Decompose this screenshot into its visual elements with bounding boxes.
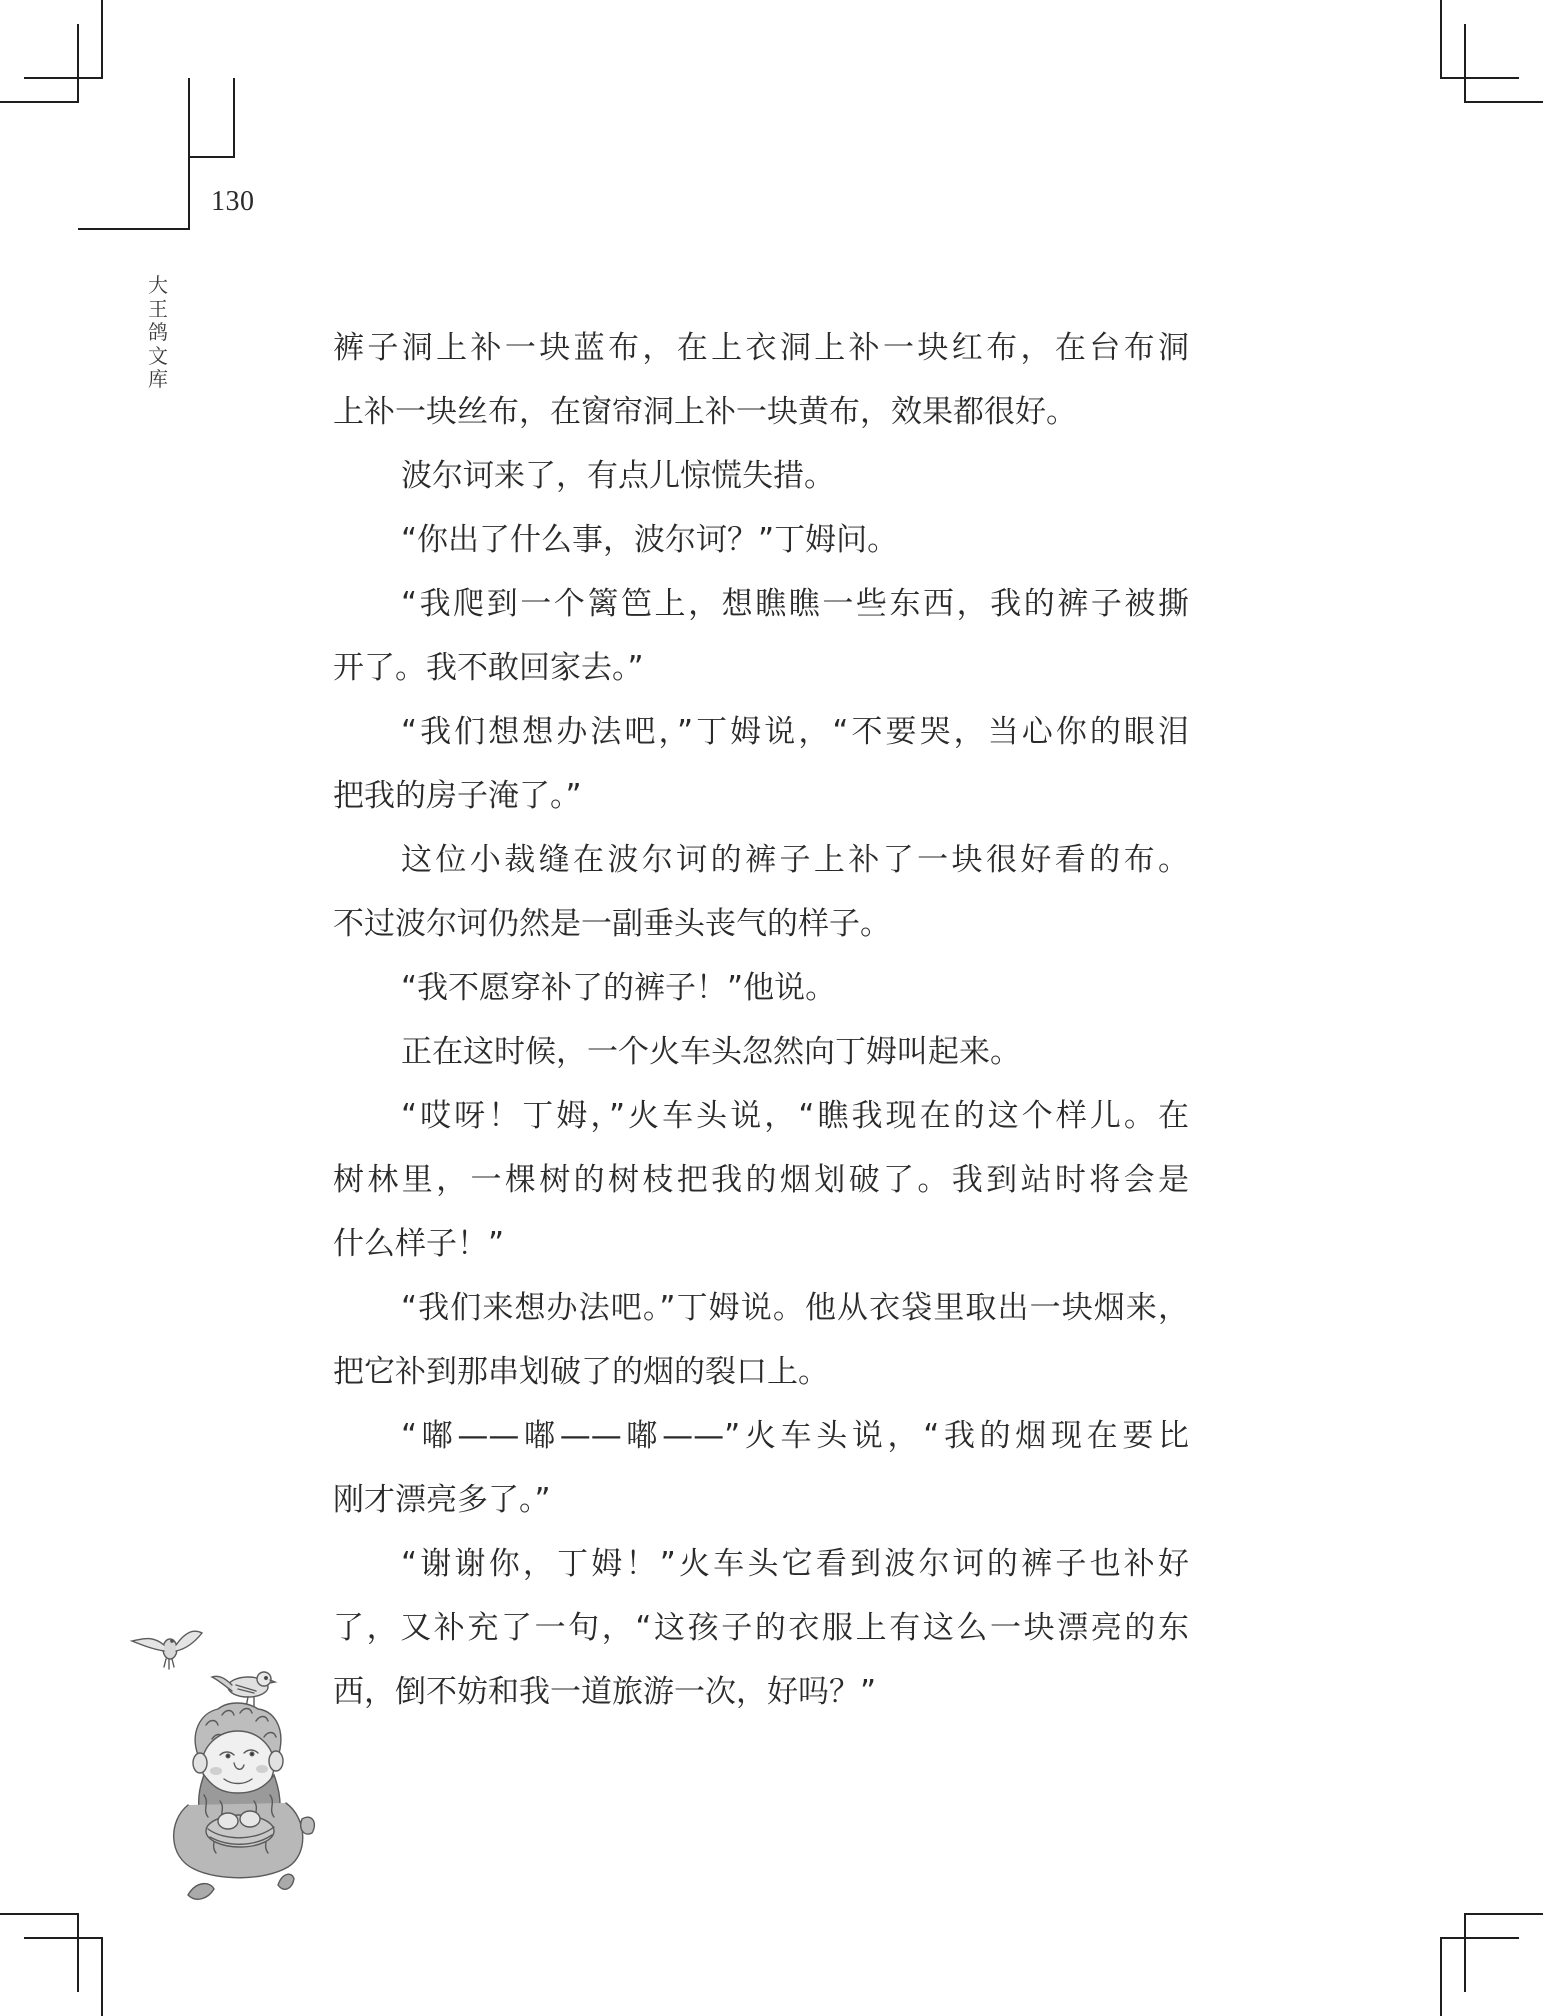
body-text [333,316,1189,1724]
text-line: 了，又补充了一句，“这孩子的衣服上有这么一块漂亮的东 [333,1610,1189,1646]
crop-mark-line [1464,1913,1466,1992]
crop-mark-line [24,77,103,79]
text-line: “我们来想办法吧。”丁姆说。他从衣袋里取出一块烟来， [401,1290,1189,1326]
text-line: 树林里，一棵树的树枝把我的烟划破了。我到站时将会是 [333,1162,1189,1198]
crop-mark-line [24,1937,103,1939]
crop-mark-line [1464,24,1466,103]
crop-mark-line [1440,1937,1442,2016]
text-line: “你出了什么事，波尔诃？”丁姆问。 [401,522,899,558]
text-line: 西，倒不妨和我一道旅游一次，好吗？” [333,1674,877,1710]
text-line: “我不愿穿补了的裤子！”他说。 [401,970,837,1006]
text-line: “谢谢你，丁姆！”火车头它看到波尔诃的裤子也补好 [401,1546,1189,1582]
series-label: 大王鸽文库 [148,273,168,391]
crop-mark-line [77,1913,79,1992]
text-line: “我爬到一个篱笆上，想瞧瞧一些东西，我的裤子被撕 [401,586,1189,622]
flying-bird-icon [132,1631,202,1669]
text-line: 把它补到那串划破了的烟的裂口上。 [333,1354,829,1390]
text-line: 裤子洞上补一块蓝布，在上衣洞上补一块红布，在台布洞 [333,330,1189,366]
crop-mark-line [1440,77,1519,79]
text-line: 上补一块丝布，在窗帘洞上补一块黄布，效果都很好。 [333,394,1077,430]
text-line: “哎呀！丁姆，”火车头说，“瞧我现在的这个样儿。在 [401,1098,1189,1134]
text-line: 正在这时候，一个火车头忽然向丁姆叫起来。 [401,1034,1021,1070]
folio-frame-line [188,156,235,158]
page-number: 130 [211,186,255,217]
crop-mark-line [101,1937,103,2016]
text-line: 刚才漂亮多了。” [333,1482,551,1518]
crop-mark-line [1440,0,1442,79]
folio-frame-line [188,78,190,230]
crop-mark-line [0,101,79,103]
perched-bird-icon [212,1672,275,1707]
text-line: 波尔诃来了，有点儿惊慌失措。 [401,458,835,494]
crop-mark-line [77,24,79,103]
bearded-man-illustration-icon [128,1605,338,1915]
text-line: 这位小裁缝在波尔诃的裤子上补了一块很好看的布。 [401,842,1189,878]
crop-mark-line [101,0,103,79]
crop-mark-line [1464,1913,1543,1915]
text-line: 不过波尔诃仍然是一副垂头丧气的样子。 [333,906,891,942]
folio-frame-line [78,228,190,230]
folio-frame-line [233,78,235,158]
text-line: “我们想想办法吧，”丁姆说，“不要哭，当心你的眼泪 [401,714,1189,750]
crop-mark-line [1464,101,1543,103]
text-line: “嘟——嘟——嘟——”火车头说，“我的烟现在要比 [401,1418,1189,1454]
text-line: 开了。我不敢回家去。” [333,650,644,686]
text-line: 什么样子！” [333,1226,505,1262]
crop-mark-line [0,1913,79,1915]
crop-mark-line [1440,1937,1519,1939]
text-line: 把我的房子淹了。” [333,778,582,814]
